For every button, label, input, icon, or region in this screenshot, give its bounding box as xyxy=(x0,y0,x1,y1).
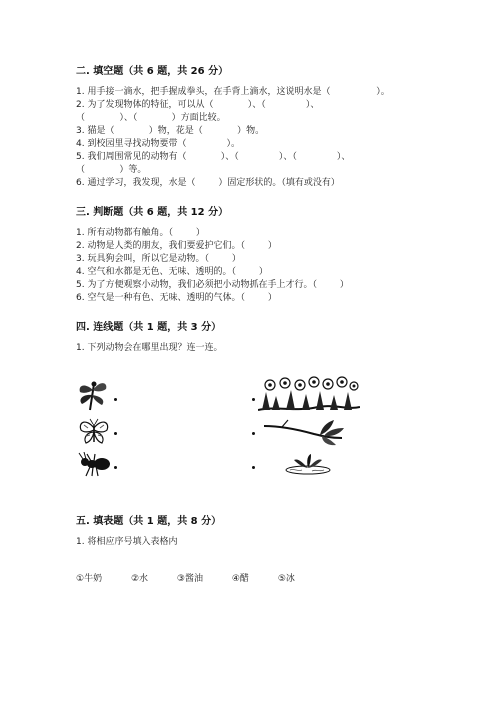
match-dot-right[interactable] xyxy=(252,398,255,401)
match-dot-left[interactable] xyxy=(114,466,117,469)
section-title-table: 五. 填表题（共 1 题，共 8 分） xyxy=(76,516,222,527)
question-line: 3. 猫是（ ）物，花是（ ）物。 xyxy=(76,126,265,136)
judge-line: 2. 动物是人类的朋友，我们要爱护它们。（ ） xyxy=(76,241,277,251)
question-line: 5. 我们周围常见的动物有（ ）、（ ）、（ ）、 xyxy=(76,152,351,162)
judge-line: 3. 玩具狗会叫，所以它是动物。（ ） xyxy=(76,254,241,264)
ant-icon xyxy=(78,452,112,478)
option-item: ⑤冰 xyxy=(277,574,295,584)
match-dot-left[interactable] xyxy=(114,398,117,401)
section-title-fill-in: 二. 填空题（共 6 题，共 26 分） xyxy=(76,66,229,77)
branch-icon xyxy=(262,416,346,446)
option-item: ④醋 xyxy=(231,574,249,584)
question-line: 1. 用手接一滴水，把手握成拳头，在手背上滴水，这说明水是（ ）。 xyxy=(76,87,390,97)
option-item: ①牛奶 xyxy=(76,574,103,584)
match-dot-right[interactable] xyxy=(252,432,255,435)
question-line: 2. 为了发现物体的特征，可以从（ ）、（ ）、 xyxy=(76,100,320,110)
table-question: 1. 将相应序号填入表格内 xyxy=(76,537,178,547)
question-line: 4. 到校园里寻找动物要带（ ）。 xyxy=(76,139,241,149)
judge-line: 6. 空气是一种有色、无味、透明的气体。（ ） xyxy=(76,293,277,303)
pond-icon xyxy=(284,452,332,476)
question-line: （ ）等。 xyxy=(76,165,147,175)
options-row xyxy=(76,571,321,584)
option-item: ②水 xyxy=(130,574,149,584)
section-title-matching: 四. 连线题（共 1 题，共 3 分） xyxy=(76,322,222,333)
matching-question: 1. 下列动物会在哪里出现？连一连。 xyxy=(76,343,223,353)
judge-line: 5. 为了方便观察小动物，我们必须把小动物抓在手上才行。（ ） xyxy=(76,280,349,290)
section-title-judge: 三. 判断题（共 6 题，共 12 分） xyxy=(76,207,229,218)
match-dot-left[interactable] xyxy=(114,432,117,435)
flowers-icon xyxy=(258,376,360,412)
dragonfly-icon xyxy=(76,380,112,414)
match-dot-right[interactable] xyxy=(252,466,255,469)
judge-line: 4. 空气和水都是无色、无味、透明的。（ ） xyxy=(76,267,268,277)
question-line: （ ）、（ ）方面比较。 xyxy=(76,113,226,123)
butterfly-icon xyxy=(78,418,110,446)
option-item: ③酱油 xyxy=(176,574,203,584)
question-line: 6. 通过学习，我发现，水是（ ）固定形状的。（填有或没有） xyxy=(76,178,340,188)
judge-line: 1. 所有动物都有触角。（ ） xyxy=(76,228,205,238)
